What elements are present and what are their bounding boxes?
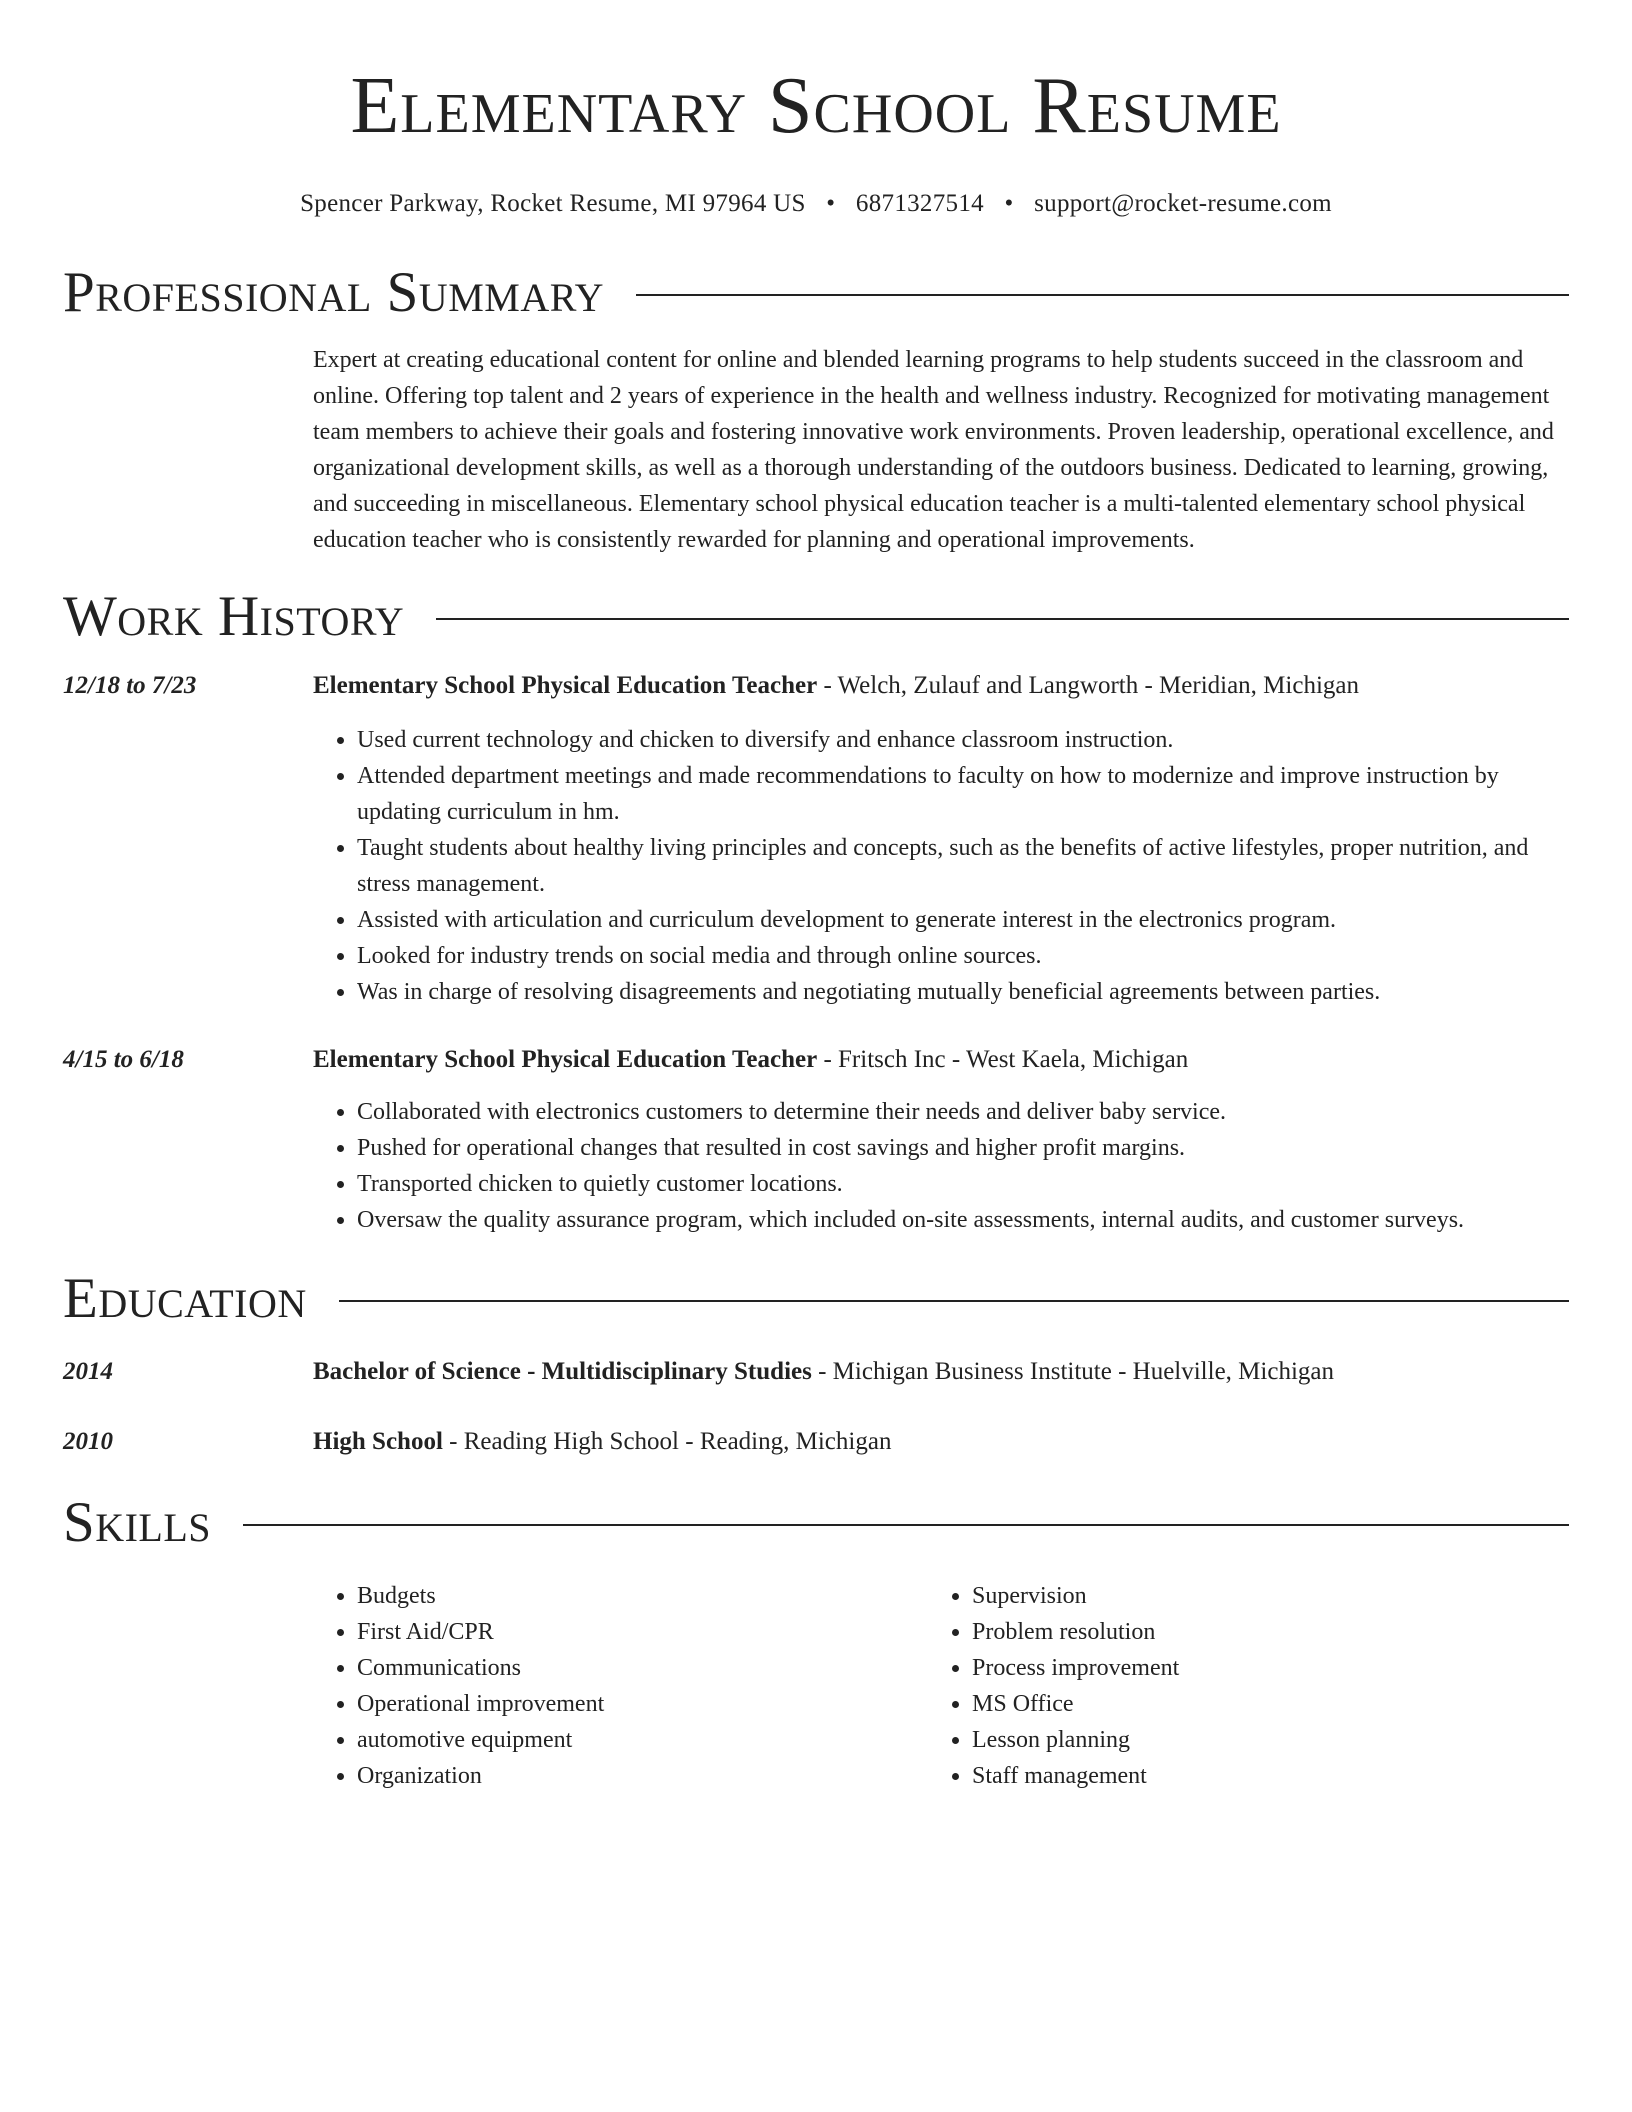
contact-email: support@rocket-resume.com — [1034, 190, 1332, 217]
job-body — [313, 1042, 1569, 1238]
job-title: Elementary School Physical Education Teacher — [313, 672, 818, 699]
job-bullet: • Attended department meetings and made recommendations to faculty on how to modernize and improve instruction by updating curriculum in hm. — [357, 758, 1569, 830]
job-bullets — [313, 722, 1569, 1010]
skills-section-heading — [63, 1488, 1569, 1558]
job-bullets — [313, 1094, 1569, 1238]
education-degree: Bachelor of Science - Multidisciplinary Studies — [313, 1358, 812, 1385]
work-section-heading — [63, 582, 1569, 652]
education-heading: Education — [63, 1267, 307, 1330]
education-details: - Michigan Business Institute - Huelville, Michigan — [811, 1358, 1334, 1385]
job-entry — [63, 668, 1569, 1010]
section-divider — [636, 294, 1569, 296]
education-body — [313, 1424, 1569, 1460]
job-bullet: • Transported chicken to quietly customer locations. — [357, 1166, 1569, 1202]
skills-list — [313, 1578, 1569, 1794]
skill-item: • Lesson planning — [972, 1722, 1543, 1758]
section-divider — [339, 1300, 1569, 1302]
job-dates: 12/18 to 7/23 — [63, 672, 197, 699]
summary-section-heading — [63, 258, 1569, 328]
job-entry — [63, 1042, 1569, 1238]
job-title-line — [313, 668, 1569, 704]
job-title: Elementary School Physical Education Teacher — [313, 1046, 818, 1073]
resume-title: Elementary School Resume — [350, 62, 1282, 150]
job-dates: 4/15 to 6/18 — [63, 1046, 184, 1073]
section-divider — [243, 1524, 1569, 1526]
skill-item: • Organization — [357, 1758, 928, 1794]
skill-item: • Communications — [357, 1650, 928, 1686]
skill-item: • First Aid/CPR — [357, 1614, 928, 1650]
section-divider — [436, 618, 1569, 620]
education-section-heading — [63, 1264, 1569, 1334]
job-bullet: • Collaborated with electronics customers to determine their needs and deliver baby service. — [357, 1094, 1569, 1130]
skill-item: • Supervision — [972, 1578, 1543, 1614]
job-body — [313, 668, 1569, 1010]
education-entry — [63, 1424, 1569, 1460]
skill-item: • Process improvement — [972, 1650, 1543, 1686]
job-bullet: • Looked for industry trends on social media and through online sources. — [357, 938, 1569, 974]
job-details: - Fritsch Inc - West Kaela, Michigan — [817, 1046, 1189, 1073]
education-entry — [63, 1354, 1569, 1390]
skills-column-left — [313, 1578, 928, 1794]
education-body — [313, 1354, 1569, 1390]
contact-address: Spencer Parkway, Rocket Resume, MI 97964 US — [300, 190, 806, 217]
skill-item: • Staff management — [972, 1758, 1543, 1794]
contact-separator: • — [1004, 190, 1014, 217]
skill-item: • Problem resolution — [972, 1614, 1543, 1650]
skill-item: • Budgets — [357, 1578, 928, 1614]
summary-heading: Professional Summary — [63, 261, 605, 324]
job-title-line — [313, 1042, 1569, 1078]
skill-item: • Operational improvement — [357, 1686, 928, 1722]
contact-separator: • — [826, 190, 836, 217]
education-degree: High School — [313, 1428, 443, 1455]
job-bullet: • Used current technology and chicken to diversify and enhance classroom instruction. — [357, 722, 1569, 758]
work-heading: Work History — [63, 585, 405, 648]
education-line — [313, 1354, 1569, 1390]
contact-line — [63, 188, 1569, 220]
skills-heading: Skills — [63, 1491, 212, 1554]
education-year: 2014 — [63, 1358, 113, 1385]
education-line — [313, 1424, 1569, 1460]
skill-item: • automotive equipment — [357, 1722, 928, 1758]
education-year: 2010 — [63, 1428, 113, 1455]
job-bullet: • Pushed for operational changes that resulted in cost savings and higher profit margins. — [357, 1130, 1569, 1166]
job-bullet: • Assisted with articulation and curriculum development to generate interest in the electronics program. — [357, 902, 1569, 938]
contact-phone: 6871327514 — [855, 190, 984, 217]
skill-item: • MS Office — [972, 1686, 1543, 1722]
education-details: - Reading High School - Reading, Michigan — [442, 1428, 892, 1455]
skills-column-right — [928, 1578, 1543, 1794]
job-details: - Welch, Zulauf and Langworth - Meridian, Michigan — [817, 672, 1359, 699]
job-bullet: • Taught students about healthy living principles and concepts, such as the benefits of active lifestyles, proper nutrition, and stress management. — [357, 830, 1569, 902]
summary-text: Expert at creating educational content for online and blended learning programs to help students succeed in the classroom and online. Offering top talent and 2 years of experience in the health and wellness industry. Recognized for motivating management team members to achieve their goals and fostering innovative work environments. Proven leadership, operational excellence, and organizational development skills, as well as a thorough understanding of the outdoors business. Dedicated to learning, growing, and succeeding in miscellaneous. Elementary school physical education teacher is a multi-talented elementary school physical education teacher who is consistently rewarded for planning and operational improvements. — [313, 347, 1554, 553]
job-bullet: • Oversaw the quality assurance program, which included on-site assessments, internal audits, and customer surveys. — [357, 1202, 1569, 1238]
job-bullet: • Was in charge of resolving disagreements and negotiating mutually beneficial agreements between parties. — [357, 974, 1569, 1010]
